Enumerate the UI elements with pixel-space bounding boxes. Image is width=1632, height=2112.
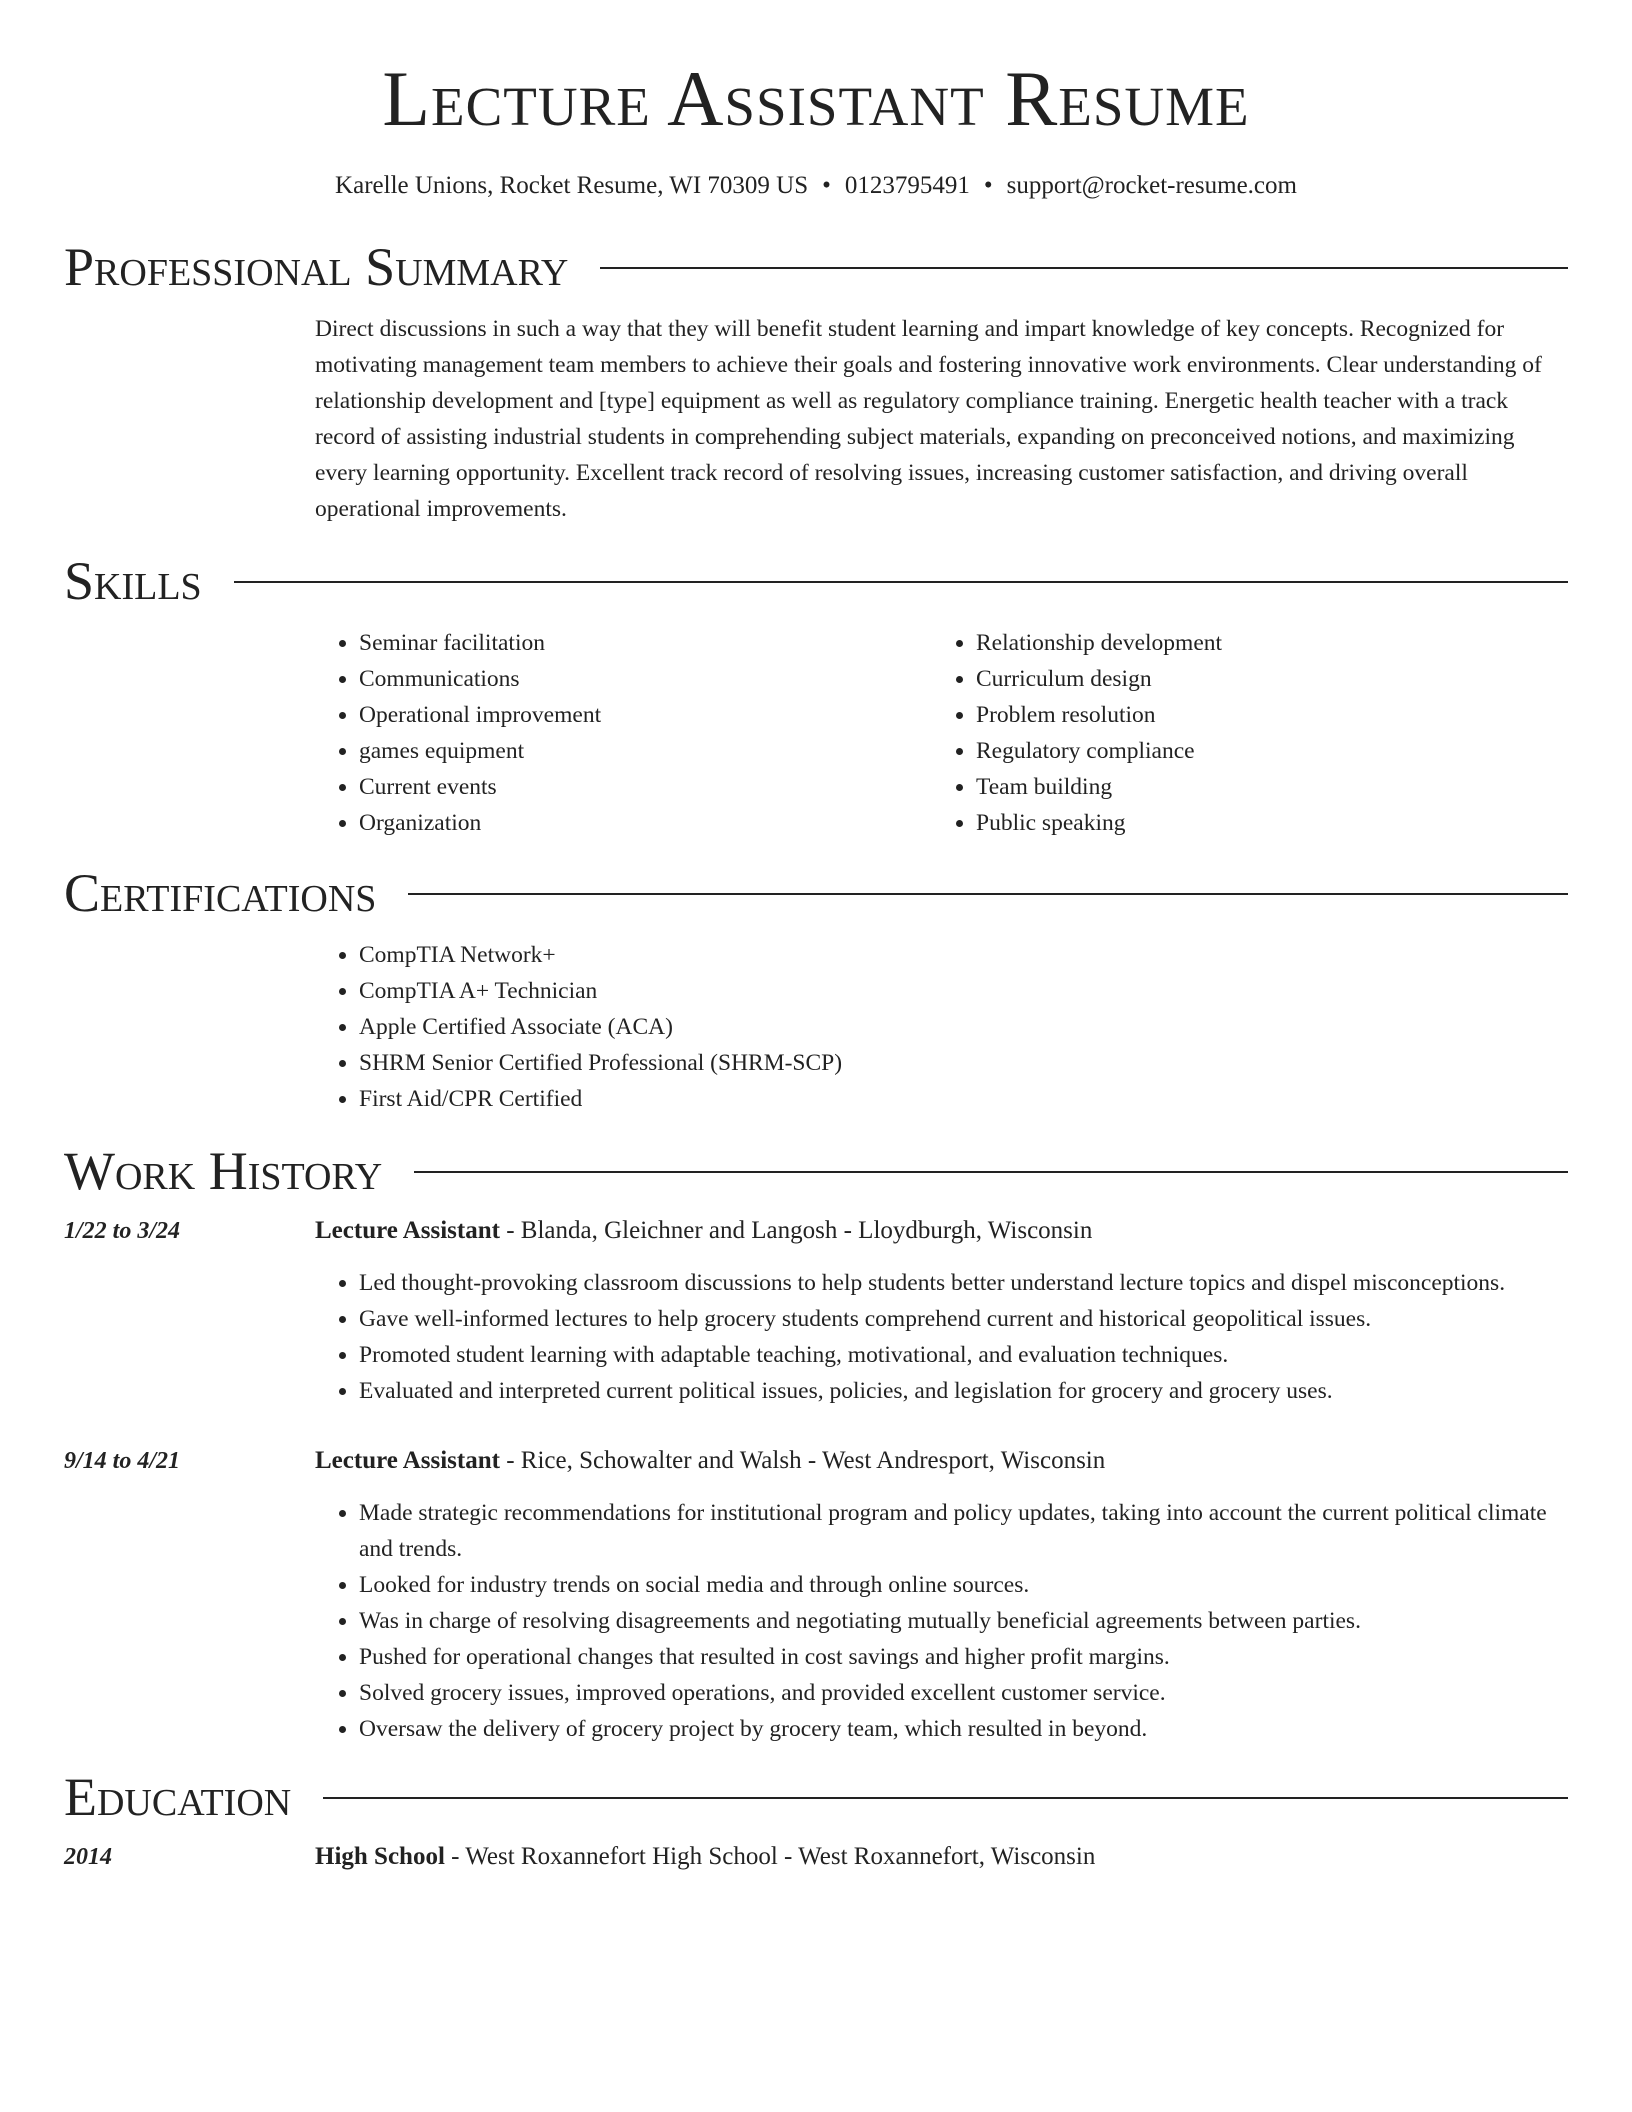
summary-section	[64, 237, 1568, 527]
job-duty-item: • Solved grocery issues, improved operations, and provided excellent customer service.	[359, 1675, 1568, 1711]
skills-column-right	[932, 625, 1549, 841]
job-employer: - Blanda, Gleichner and Langosh - Lloydburgh, Wisconsin	[499, 1217, 1093, 1245]
skills-column-left	[315, 625, 932, 841]
job-dates: 9/14 to 4/21	[64, 1448, 181, 1475]
skill-item: • Curriculum design	[976, 661, 1549, 697]
education-year: 2014	[64, 1844, 112, 1871]
skills-list-left	[315, 625, 932, 841]
job-dates: 1/22 to 3/24	[64, 1218, 181, 1245]
skills-grid	[315, 625, 1568, 841]
work-history-heading: Work History	[64, 1141, 383, 1202]
skill-item: • Seminar facilitation	[359, 625, 932, 661]
job-duties	[315, 1265, 1568, 1409]
summary-text: Direct discussions in such a way that they will benefit student learning and impart knowledge of key concepts. Recognized for motivating management team members to achieve their goals and fostering innovative work environments. Clear understanding of relationship development and [type] equipment as well as regulatory compliance training. Energetic health teacher with a track record of assisting industrial students in comprehending subject materials, expanding on preconceived notions, and maximizing every learning opportunity. Excellent track record of resolving issues, increasing customer satisfaction, and driving overall operational improvements.	[315, 316, 1542, 523]
skills-header	[64, 551, 1568, 611]
skill-item: • Regulatory compliance	[976, 733, 1549, 769]
job-duty-item: • Evaluated and interpreted current political issues, policies, and legislation for grocery and grocery uses.	[359, 1373, 1568, 1409]
job-title: Lecture Assistant	[315, 1217, 500, 1245]
education-header	[64, 1767, 1568, 1827]
job-employer: - Rice, Schowalter and Walsh - West Andresport, Wisconsin	[499, 1447, 1106, 1475]
job-title: Lecture Assistant	[315, 1447, 500, 1475]
summary-heading: Professional Summary	[64, 237, 569, 298]
skill-item: • Communications	[359, 661, 932, 697]
job-duty-item: • Was in charge of resolving disagreements and negotiating mutually beneficial agreements between parties.	[359, 1603, 1568, 1639]
work-history-header	[64, 1141, 1568, 1201]
summary-header	[64, 237, 1568, 297]
contact-address: Karelle Unions, Rocket Resume, WI 70309 US	[335, 171, 809, 199]
skill-item: • Problem resolution	[976, 697, 1549, 733]
certification-item: • SHRM Senior Certified Professional (SHRM-SCP)	[359, 1045, 1568, 1081]
education-degree: High School	[315, 1843, 445, 1871]
certification-item: • First Aid/CPR Certified	[359, 1081, 1568, 1117]
contact-line	[64, 170, 1568, 203]
certifications-list	[315, 937, 1568, 1117]
contact-separator: •	[822, 171, 831, 199]
skill-item: • Operational improvement	[359, 697, 932, 733]
contact-email: support@rocket-resume.com	[1006, 171, 1297, 199]
section-divider	[414, 1171, 1568, 1173]
skills-heading: Skills	[64, 551, 202, 612]
skills-section	[64, 551, 1568, 841]
education-heading: Education	[64, 1767, 292, 1828]
job-duty-item: • Led thought-provoking classroom discussions to help students better understand lecture topics and dispel misconceptions.	[359, 1265, 1568, 1301]
certifications-header	[64, 863, 1568, 923]
job-heading-line	[315, 1443, 1105, 1479]
section-divider	[234, 581, 1568, 583]
job-duties	[315, 1495, 1568, 1747]
job-duty-item: • Looked for industry trends on social media and through online sources.	[359, 1567, 1568, 1603]
certification-item: • Apple Certified Associate (ACA)	[359, 1009, 1568, 1045]
certifications-section	[64, 863, 1568, 1117]
job-duties-list	[315, 1265, 1568, 1409]
resume-title: Lecture Assistant Resume	[382, 55, 1250, 142]
job-duty-item: • Oversaw the delivery of grocery project by grocery team, which resulted in beyond.	[359, 1711, 1568, 1747]
skills-list-right	[932, 625, 1549, 841]
contact-phone: 0123795491	[844, 171, 970, 199]
job-duty-item: • Pushed for operational changes that resulted in cost savings and higher profit margins.	[359, 1639, 1568, 1675]
skill-item: • Current events	[359, 769, 932, 805]
education-school: - West Roxannefort High School - West Roxannefort, Wisconsin	[444, 1843, 1096, 1871]
skill-item: • Team building	[976, 769, 1549, 805]
education-heading-line	[315, 1839, 1095, 1875]
job-heading-line	[315, 1213, 1092, 1249]
job-duty-item: • Made strategic recommendations for institutional program and policy updates, taking into account the current political climate and trends.	[359, 1495, 1568, 1567]
certifications-body	[315, 937, 1568, 1117]
certification-item: • CompTIA A+ Technician	[359, 973, 1568, 1009]
skill-item: • Relationship development	[976, 625, 1549, 661]
certification-item: • CompTIA Network+	[359, 937, 1568, 973]
job-header	[64, 1443, 1568, 1479]
section-divider	[323, 1797, 1568, 1799]
section-divider	[408, 893, 1568, 895]
contact-separator: •	[983, 171, 993, 199]
skill-item: • games equipment	[359, 733, 932, 769]
job-duty-item: • Promoted student learning with adaptable teaching, motivational, and evaluation techniques.	[359, 1337, 1568, 1373]
certifications-heading: Certifications	[64, 863, 377, 924]
work-history-section	[64, 1141, 1568, 1747]
job-duties-list	[315, 1495, 1568, 1747]
section-divider	[600, 267, 1568, 269]
job-entry	[64, 1213, 1568, 1409]
job-duty-item: • Gave well-informed lectures to help grocery students comprehend current and historical geopolitical issues.	[359, 1301, 1568, 1337]
skill-item: • Public speaking	[976, 805, 1549, 841]
resume-page	[64, 0, 1568, 1875]
education-entry	[64, 1839, 1568, 1875]
skill-item: • Organization	[359, 805, 932, 841]
job-entry	[64, 1443, 1568, 1747]
job-header	[64, 1213, 1568, 1249]
education-section	[64, 1767, 1568, 1875]
